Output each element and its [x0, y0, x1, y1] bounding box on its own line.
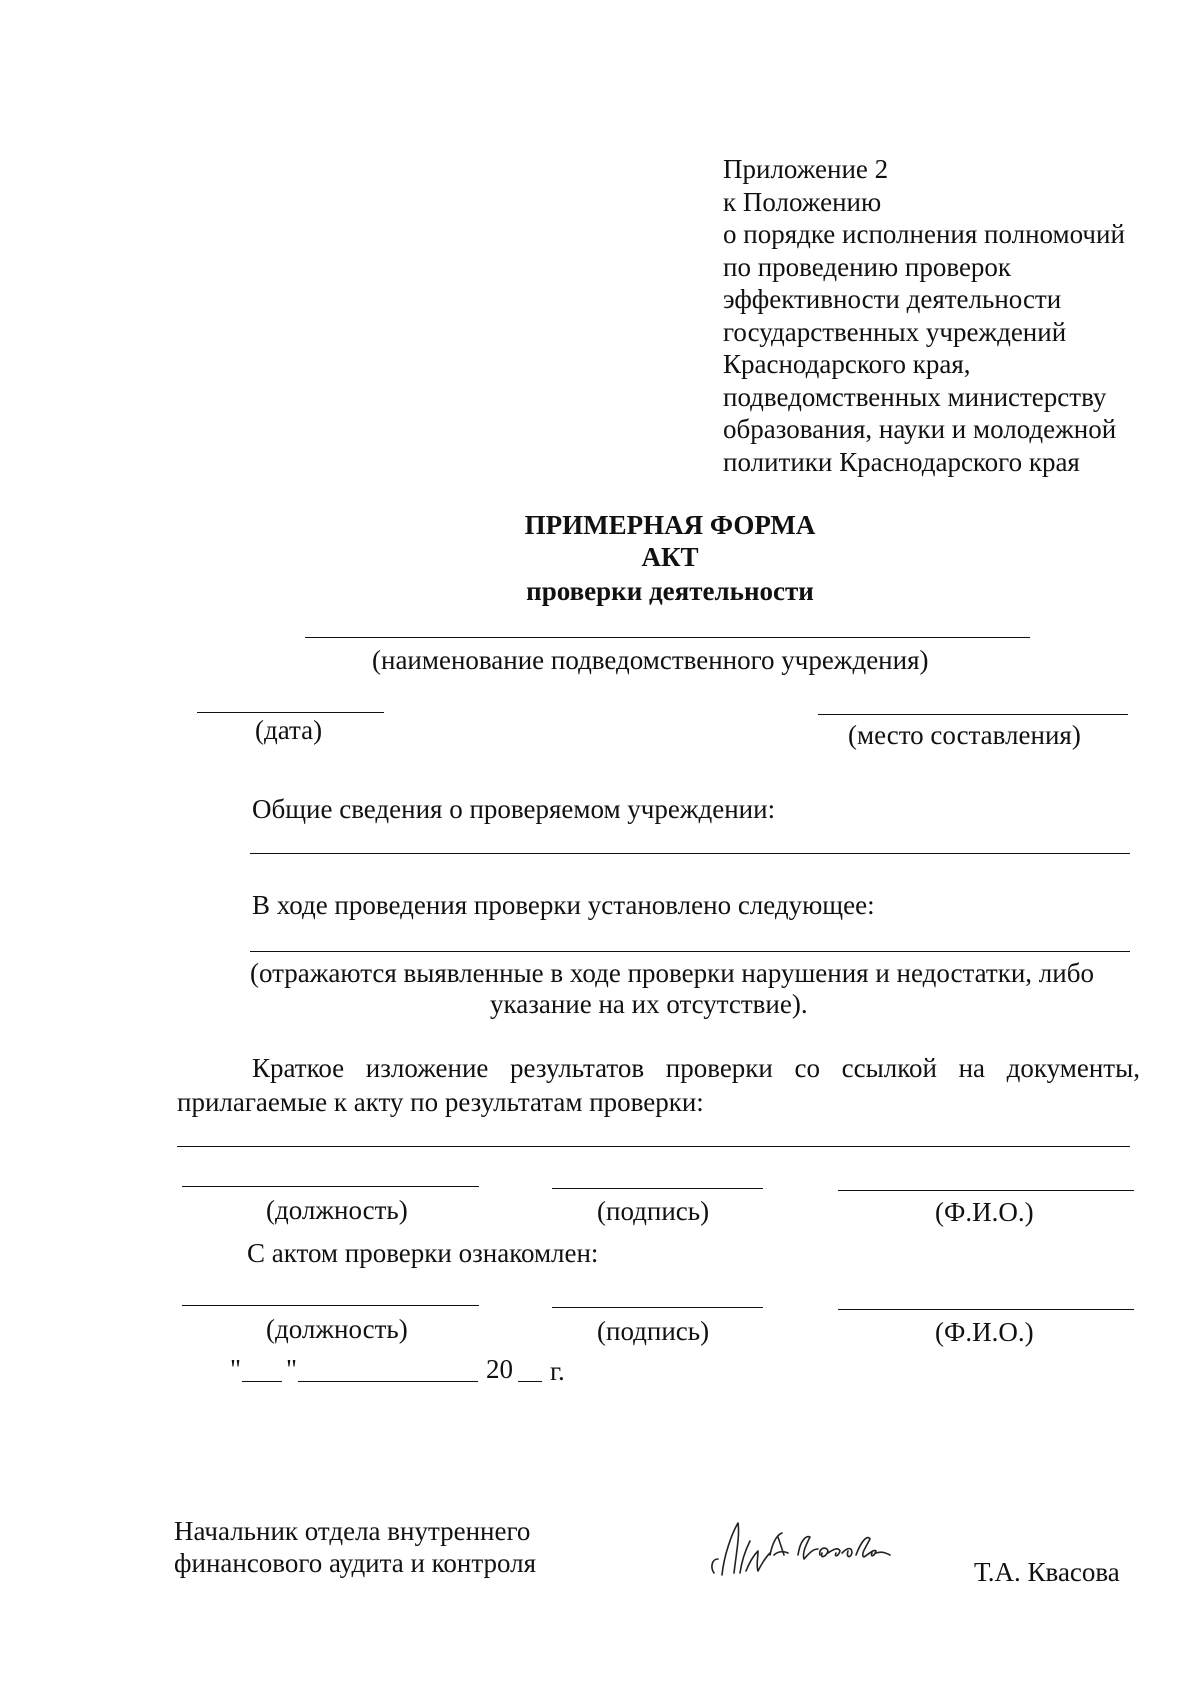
act-subtitle: проверки деятельности	[526, 576, 814, 606]
header-line: эффективности деятельности	[723, 284, 1062, 314]
findings-line	[250, 951, 1130, 952]
position-caption-2: (должность)	[266, 1314, 408, 1344]
general-info-label: Общие сведения о проверяемом учреждении:	[252, 794, 776, 824]
appendix-header	[723, 156, 1125, 481]
position-line-2	[182, 1305, 479, 1306]
findings-caption-2: указание на их отсутствие).	[490, 989, 808, 1019]
header-line: Приложение 2	[723, 154, 889, 184]
signature-caption-2: (подпись)	[597, 1316, 710, 1346]
position-line	[182, 1186, 479, 1187]
header-line: к Положению	[723, 186, 882, 217]
month-blank	[298, 1381, 478, 1382]
header-line: по проведению проверок	[723, 251, 1012, 282]
signature-caption: (подпись)	[597, 1196, 710, 1226]
full-name-caption: (Ф.И.О.)	[935, 1197, 1034, 1227]
full-name-line	[838, 1190, 1134, 1191]
year-prefix: 20	[486, 1354, 513, 1384]
summary-line-2: прилагаемые к акту по результатам проверки:	[177, 1087, 704, 1117]
findings-intro: В ходе проведения проверки установлено следующее:	[252, 890, 875, 920]
full-name-line-2	[838, 1309, 1134, 1310]
signature-line-2	[552, 1307, 763, 1308]
date-quote-close: "	[286, 1354, 298, 1384]
general-info-line	[250, 853, 1130, 854]
date-quote-open: "	[230, 1354, 242, 1384]
place-caption: (место составления)	[848, 720, 1081, 750]
header-line: подведомственных министерству	[723, 381, 1107, 412]
date-line	[197, 712, 384, 713]
act-title: АКТ	[641, 542, 699, 572]
signature-line	[552, 1188, 763, 1189]
signer-role-1: Начальник отдела внутреннего	[174, 1516, 531, 1546]
findings-caption-1: (отражаются выявленные в ходе проверки нарушения и недостатки, либо	[250, 958, 1094, 988]
header-line: Краснодарского края,	[723, 349, 971, 379]
acknowledged-label: С актом проверки ознакомлен:	[247, 1238, 599, 1268]
institution-caption: (наименование подведомственного учреждения)	[372, 645, 929, 675]
position-caption: (должность)	[266, 1195, 408, 1225]
signer-name: Т.А. Квасова	[974, 1557, 1120, 1587]
date-caption: (дата)	[255, 715, 323, 745]
year-suffix: г.	[550, 1356, 565, 1386]
header-line: о порядке исполнения полномочий	[723, 219, 1125, 249]
header-line: государственных учреждений	[723, 316, 1067, 347]
day-blank	[242, 1381, 282, 1382]
summary-line	[177, 1146, 1130, 1147]
summary-line-1: Краткое изложение результатов проверки со ссылкой на документы,	[252, 1053, 1140, 1083]
place-line	[818, 714, 1128, 715]
form-title: ПРИМЕРНАЯ ФОРМА	[524, 510, 816, 540]
header-line: политики Краснодарского края	[723, 446, 1080, 477]
year-blank	[518, 1381, 542, 1382]
institution-name-line	[305, 637, 1030, 638]
handwritten-signature	[700, 1515, 930, 1585]
header-line: образования, науки и молодежной	[723, 414, 1117, 444]
signer-role-2: финансового аудита и контроля	[174, 1548, 537, 1578]
full-name-caption-2: (Ф.И.О.)	[935, 1317, 1034, 1347]
